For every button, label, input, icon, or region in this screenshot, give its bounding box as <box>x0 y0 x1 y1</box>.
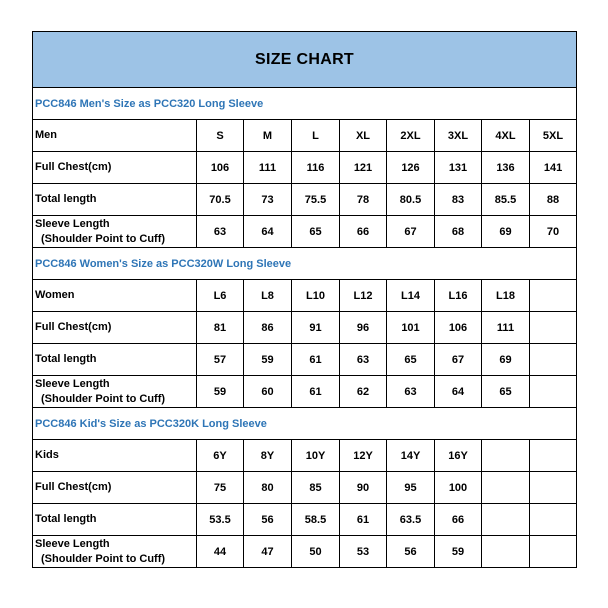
table-cell: 3XL <box>435 120 482 152</box>
table-cell: 16Y <box>435 440 482 472</box>
table-cell: 66 <box>435 504 482 536</box>
chart-title: SIZE CHART <box>33 32 577 88</box>
row-label-subtext: (Shoulder Point to Cuff) <box>41 392 166 405</box>
table-cell <box>530 504 577 536</box>
table-row <box>33 312 577 344</box>
row-label-text: Total length <box>35 513 97 525</box>
table-cell: 106 <box>197 152 244 184</box>
table-cell: 59 <box>435 536 482 568</box>
table-cell: 61 <box>292 376 340 408</box>
table-cell: L18 <box>482 280 530 312</box>
table-cell: 59 <box>244 344 292 376</box>
table-cell: 53 <box>340 536 387 568</box>
table-cell: 126 <box>387 152 435 184</box>
table-cell: 8Y <box>244 440 292 472</box>
table-row <box>33 376 577 408</box>
table-cell: 56 <box>244 504 292 536</box>
table-cell: 58.5 <box>292 504 340 536</box>
row-label <box>33 536 197 568</box>
table-cell: 64 <box>244 216 292 248</box>
table-cell: L10 <box>292 280 340 312</box>
table-cell: 57 <box>197 344 244 376</box>
table-cell: 131 <box>435 152 482 184</box>
row-label-text: Total length <box>35 353 97 365</box>
table-cell: 70 <box>530 216 577 248</box>
section-heading: PCC846 Men's Size as PCC320 Long Sleeve <box>33 88 577 120</box>
row-label <box>33 120 197 152</box>
table-cell: M <box>244 120 292 152</box>
table-cell: 85 <box>292 472 340 504</box>
table-cell: 141 <box>530 152 577 184</box>
table-cell: 69 <box>482 344 530 376</box>
table-cell <box>530 280 577 312</box>
table-cell: 50 <box>292 536 340 568</box>
table-cell: 61 <box>292 344 340 376</box>
row-label <box>33 152 197 184</box>
table-cell: 80.5 <box>387 184 435 216</box>
row-label-text: Full Chest(cm) <box>35 481 112 493</box>
table-cell: XL <box>340 120 387 152</box>
table-cell: 61 <box>340 504 387 536</box>
table-cell: 83 <box>435 184 482 216</box>
table-cell: 111 <box>482 312 530 344</box>
size-chart-sheet <box>32 31 576 568</box>
table-cell: 106 <box>435 312 482 344</box>
table-cell: 59 <box>197 376 244 408</box>
row-label-text: Full Chest(cm) <box>35 161 112 173</box>
table-row <box>33 216 577 248</box>
table-cell: 81 <box>197 312 244 344</box>
table-cell: 116 <box>292 152 340 184</box>
table-cell: 69 <box>482 216 530 248</box>
table-row <box>33 504 577 536</box>
table-cell: 63 <box>340 344 387 376</box>
table-cell: 64 <box>435 376 482 408</box>
table-row <box>33 440 577 472</box>
table-cell: 12Y <box>340 440 387 472</box>
table-cell: 86 <box>244 312 292 344</box>
table-cell: 65 <box>482 376 530 408</box>
table-cell <box>530 376 577 408</box>
row-label-text: Men <box>35 129 57 141</box>
table-cell: 96 <box>340 312 387 344</box>
row-label <box>33 280 197 312</box>
row-label <box>33 472 197 504</box>
table-row <box>33 120 577 152</box>
table-cell: L12 <box>340 280 387 312</box>
table-cell: 4XL <box>482 120 530 152</box>
table-cell <box>482 504 530 536</box>
row-label <box>33 344 197 376</box>
row-label <box>33 312 197 344</box>
table-cell: 70.5 <box>197 184 244 216</box>
table-row <box>33 184 577 216</box>
table-cell: S <box>197 120 244 152</box>
table-cell: 53.5 <box>197 504 244 536</box>
row-label-text: Sleeve Length <box>35 537 110 550</box>
table-row <box>33 344 577 376</box>
table-row <box>33 472 577 504</box>
table-cell <box>482 440 530 472</box>
table-cell <box>530 536 577 568</box>
table-cell: 44 <box>197 536 244 568</box>
row-label-text: Women <box>35 289 75 301</box>
table-cell: 67 <box>387 216 435 248</box>
table-cell: 6Y <box>197 440 244 472</box>
table-cell: 62 <box>340 376 387 408</box>
table-cell: 66 <box>340 216 387 248</box>
table-cell: 68 <box>435 216 482 248</box>
row-label-text: Sleeve Length <box>35 377 110 390</box>
row-label <box>33 184 197 216</box>
table-cell: 100 <box>435 472 482 504</box>
table-cell <box>482 536 530 568</box>
table-cell: L16 <box>435 280 482 312</box>
row-label-text: Kids <box>35 449 59 461</box>
row-label <box>33 376 197 408</box>
section-heading: PCC846 Kid's Size as PCC320K Long Sleeve <box>33 408 577 440</box>
table-cell: 5XL <box>530 120 577 152</box>
table-cell <box>482 472 530 504</box>
table-cell: 75 <box>197 472 244 504</box>
table-cell: 65 <box>387 344 435 376</box>
section-heading: PCC846 Women's Size as PCC320W Long Sleeve <box>33 248 577 280</box>
row-label-text: Full Chest(cm) <box>35 321 112 333</box>
table-cell: L8 <box>244 280 292 312</box>
row-label-subtext: (Shoulder Point to Cuff) <box>41 552 166 565</box>
table-cell: 2XL <box>387 120 435 152</box>
table-cell: 65 <box>292 216 340 248</box>
table-cell: L <box>292 120 340 152</box>
table-row <box>33 536 577 568</box>
table-cell <box>530 344 577 376</box>
table-row <box>33 280 577 312</box>
table-cell: 80 <box>244 472 292 504</box>
table-cell: 95 <box>387 472 435 504</box>
row-label <box>33 504 197 536</box>
row-label <box>33 216 197 248</box>
table-cell: 85.5 <box>482 184 530 216</box>
table-cell: 73 <box>244 184 292 216</box>
table-cell: 47 <box>244 536 292 568</box>
table-cell: 136 <box>482 152 530 184</box>
table-cell: 63.5 <box>387 504 435 536</box>
table-cell <box>530 440 577 472</box>
row-label-text: Total length <box>35 193 97 205</box>
table-cell: 111 <box>244 152 292 184</box>
table-cell: 67 <box>435 344 482 376</box>
table-cell: 75.5 <box>292 184 340 216</box>
table-cell: 14Y <box>387 440 435 472</box>
table-cell: 63 <box>197 216 244 248</box>
row-label <box>33 440 197 472</box>
table-cell: 63 <box>387 376 435 408</box>
table-cell: L6 <box>197 280 244 312</box>
size-chart-table <box>32 31 577 568</box>
table-cell: 90 <box>340 472 387 504</box>
table-cell: 56 <box>387 536 435 568</box>
table-cell: 10Y <box>292 440 340 472</box>
table-cell <box>530 472 577 504</box>
table-cell: 60 <box>244 376 292 408</box>
table-cell: 121 <box>340 152 387 184</box>
size-chart-body <box>33 32 577 568</box>
table-cell: L14 <box>387 280 435 312</box>
table-cell: 78 <box>340 184 387 216</box>
table-cell: 91 <box>292 312 340 344</box>
table-row <box>33 152 577 184</box>
table-cell <box>530 312 577 344</box>
table-cell: 88 <box>530 184 577 216</box>
row-label-subtext: (Shoulder Point to Cuff) <box>41 232 166 245</box>
table-cell: 101 <box>387 312 435 344</box>
row-label-text: Sleeve Length <box>35 217 110 230</box>
